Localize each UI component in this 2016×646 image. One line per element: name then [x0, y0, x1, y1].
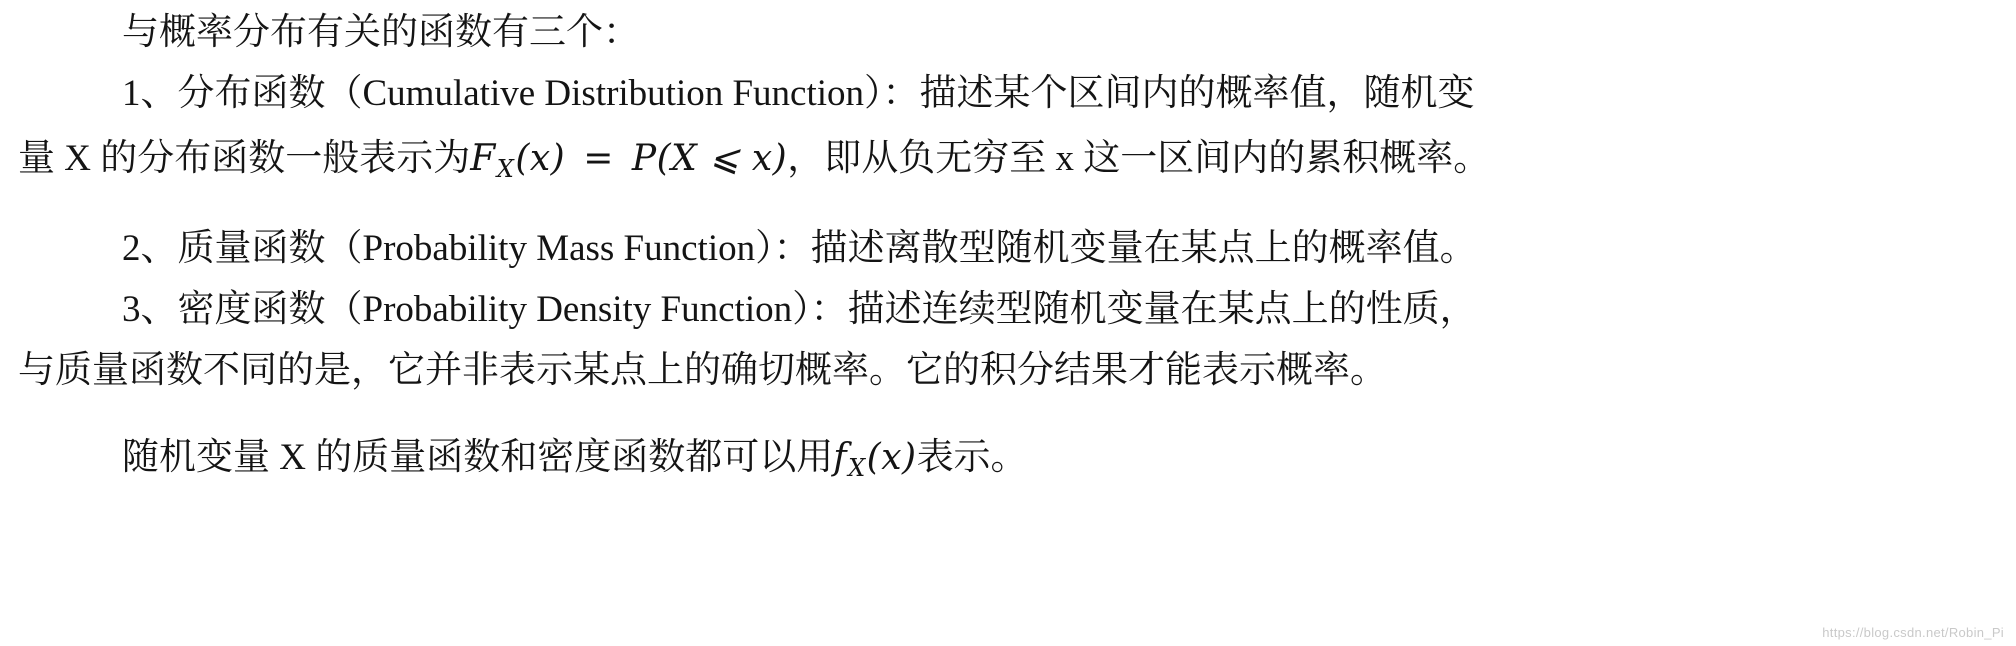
- item-pdf-line1-text: 3、密度函数（Probability Density Function）：描述连续型随机变量在某点上的性质，: [122, 289, 1477, 331]
- density-fn-symbol: f: [833, 437, 848, 479]
- item-cdf-line1-text: 1、分布函数（Cumulative Distribution Function）：描述某个区间内的概率值，随机变: [122, 72, 1475, 114]
- cdf-fn-symbol: F: [470, 137, 496, 179]
- closing-prefix: 随机变量 X 的质量函数和密度函数都可以用: [122, 437, 834, 479]
- intro-paragraph: [10, 10, 1976, 57]
- item-cdf-line2: [10, 132, 1976, 187]
- item-pdf-line1: [10, 287, 1976, 334]
- item-cdf-line2-suffix: ，即从负无穷至 x 这一区间内的累积概率。: [787, 137, 1491, 179]
- watermark-text: https://blog.csdn.net/Robin_Pi: [1822, 625, 2004, 640]
- spacer: [10, 395, 1976, 435]
- item-pdf-line2-text: 与质量函数不同的是，它并非表示某点上的确切概率。它的积分结果才能表示概率。: [18, 350, 1387, 392]
- cdf-probability-symbol: P: [631, 137, 657, 179]
- item-cdf-line2-prefix: 量 X 的分布函数一般表示为: [18, 137, 471, 179]
- spacer: [10, 57, 1976, 71]
- closing-paragraph: [10, 435, 1976, 483]
- closing-suffix: 表示。: [916, 437, 1028, 479]
- item-pmf-line1: [10, 226, 1976, 273]
- density-fn-subscript: X: [848, 454, 866, 483]
- item-pmf-line1-text: 2、质量函数（Probability Mass Function）：描述离散型随机变量在某点上的概率值。: [122, 228, 1477, 270]
- cdf-fn-subscript: X: [496, 154, 515, 183]
- item-pdf-line2: [10, 348, 1976, 395]
- spacer: [10, 186, 1976, 226]
- cdf-fn-argument: (x): [515, 137, 566, 179]
- spacer: [10, 334, 1976, 348]
- density-formula: [833, 437, 917, 483]
- cdf-equals-sign: =: [583, 137, 614, 179]
- item-cdf-line1: [10, 71, 1976, 118]
- spacer: [10, 273, 1976, 287]
- intro-text: 与概率分布有关的函数有三个：: [122, 12, 640, 53]
- cdf-formula: [470, 137, 788, 183]
- density-fn-argument: (x): [866, 437, 917, 479]
- spacer: [10, 118, 1976, 132]
- cdf-probability-argument: (X ⩽ x): [656, 137, 788, 179]
